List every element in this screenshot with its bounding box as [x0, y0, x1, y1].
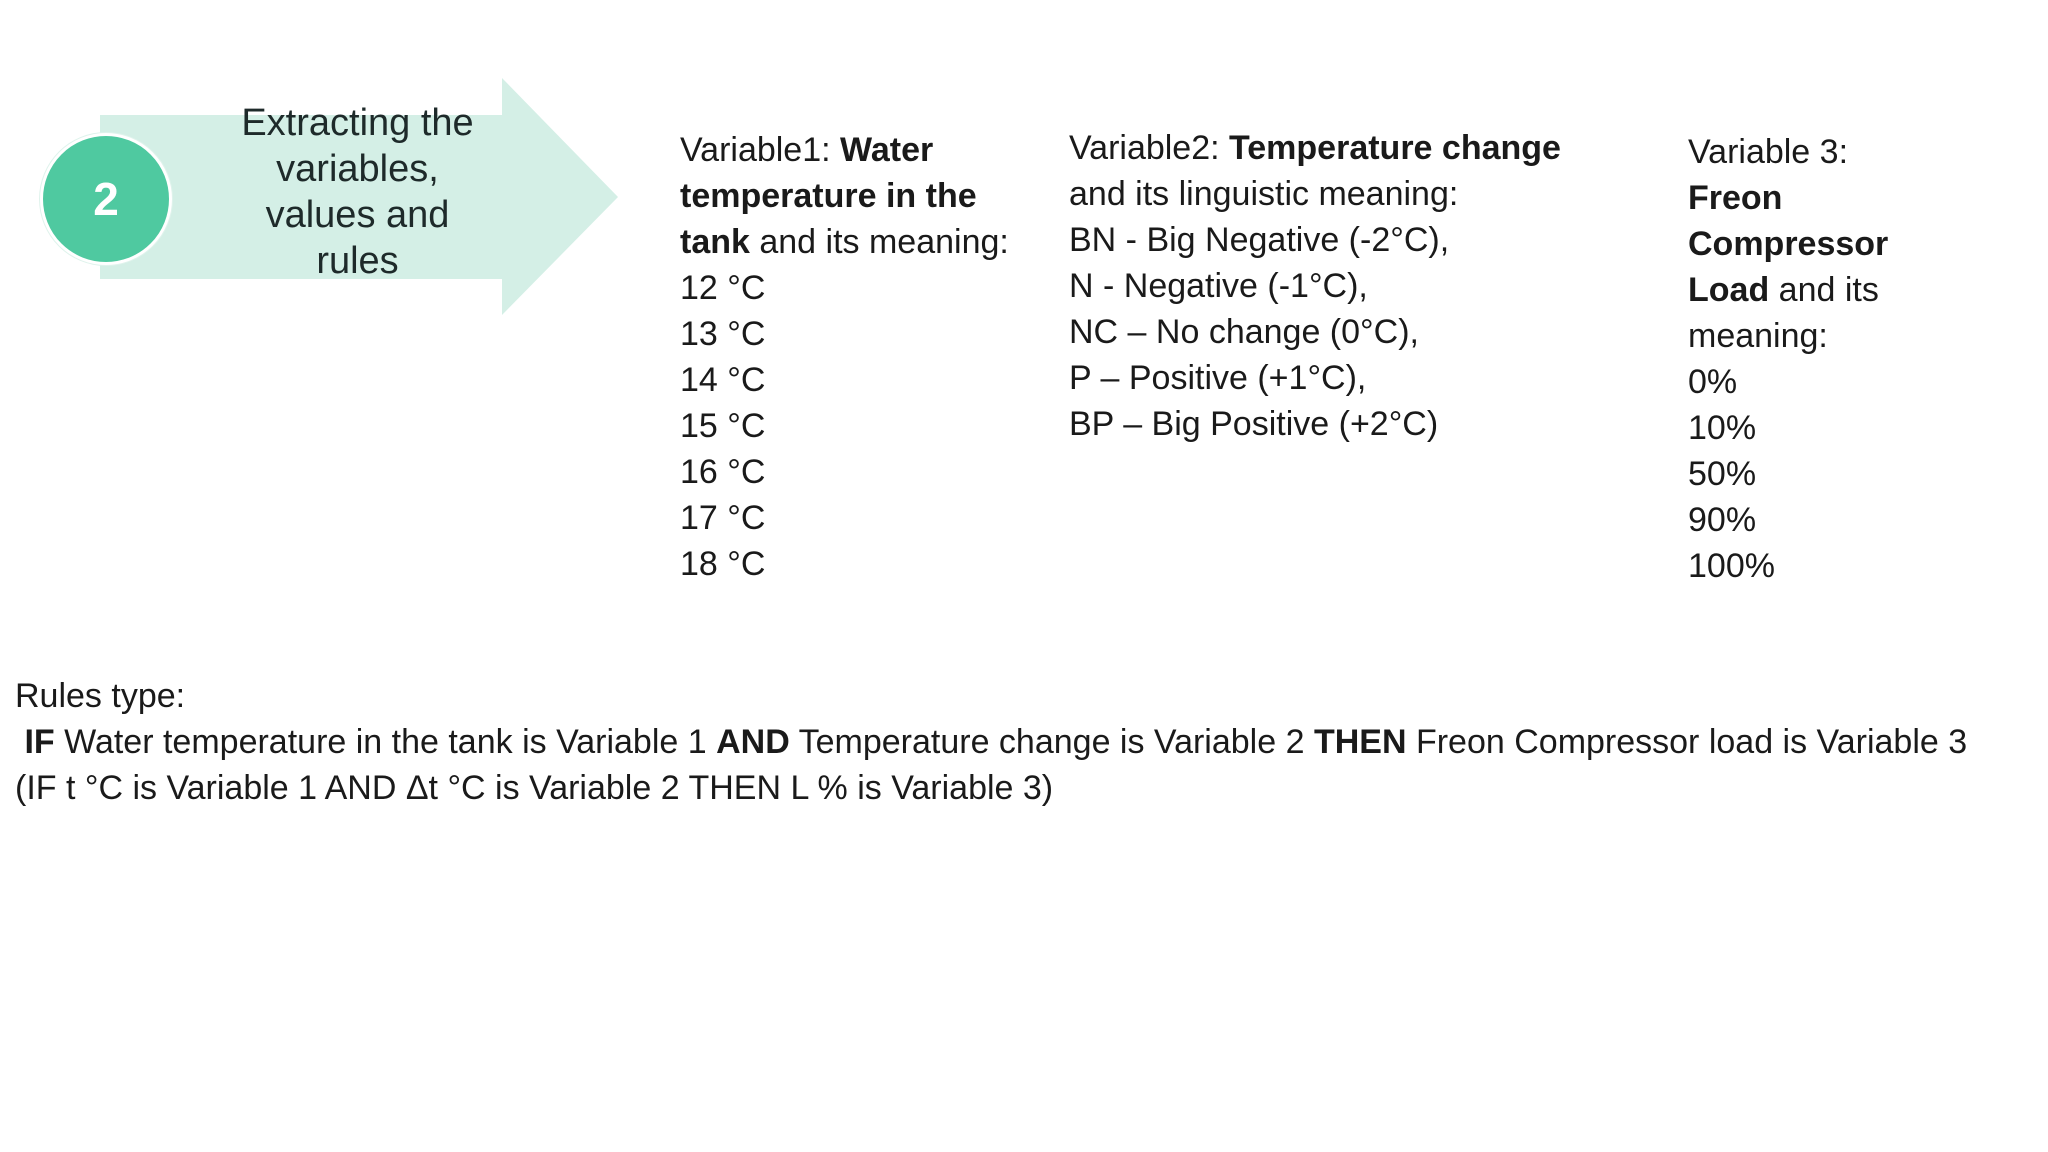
step-label-line: values and — [265, 194, 450, 236]
if-keyword: IF — [24, 723, 55, 761]
step-label-line: Extracting the — [241, 102, 474, 144]
variable2-column — [1069, 125, 1629, 447]
then-keyword: THEN — [1313, 723, 1407, 761]
variable2-value: BP – Big Positive (+2°C) — [1069, 405, 1439, 443]
variable3-title-rest: and its — [1769, 271, 1879, 309]
variable2-value: N - Negative (-1°C), — [1069, 267, 1368, 305]
variable3-column — [1688, 129, 1988, 589]
variable1-value: 14 °C — [680, 361, 766, 399]
rules-formula: (IF t °C is Variable 1 AND Δt °C is Variable 2 THEN L % is Variable 3) — [15, 769, 1054, 807]
variable3-value: 10% — [1688, 409, 1757, 447]
variable1-title-line1 — [680, 127, 1040, 173]
and-keyword: AND — [716, 723, 790, 761]
variable2-prefix: Variable2: — [1069, 129, 1230, 167]
variable3-title-bold: Compressor — [1688, 225, 1889, 263]
variable3-value: 90% — [1688, 501, 1757, 539]
variable3-value: 50% — [1688, 455, 1757, 493]
variable1-title-line2: temperature in the — [680, 177, 977, 215]
variable1-value: 17 °C — [680, 499, 766, 537]
variable1-title-bold: Water — [840, 131, 934, 169]
rules-part: Freon Compressor load is Variable 3 — [1406, 723, 1968, 761]
variable1-value: 12 °C — [680, 269, 766, 307]
variable3-title-bold: Freon — [1688, 179, 1783, 217]
variable3-title-line4 — [1688, 267, 1988, 313]
variable3-title-rest: meaning: — [1688, 317, 1828, 355]
variable1-value: 18 °C — [680, 545, 766, 583]
step-label-line: variables, — [276, 148, 439, 190]
variable2-value: P – Positive (+1°C), — [1069, 359, 1367, 397]
rules-part: Water temperature in the tank is Variable 1 — [54, 723, 717, 761]
variable2-title-line1 — [1069, 125, 1629, 171]
variable3-value: 0% — [1688, 363, 1738, 401]
rules-block — [15, 673, 2040, 811]
rules-statement — [15, 719, 2040, 765]
variable1-column — [680, 127, 1040, 587]
variable1-value: 13 °C — [680, 315, 766, 353]
variable1-title-bold: tank — [680, 223, 750, 261]
variable2-value: BN - Big Negative (-2°C), — [1069, 221, 1450, 259]
variable2-title-rest: and its linguistic meaning: — [1069, 175, 1459, 213]
variable1-value: 15 °C — [680, 407, 766, 445]
variable3-value: 100% — [1688, 547, 1775, 585]
variable2-title-bold: Temperature change — [1229, 129, 1561, 167]
variable1-title-line3 — [680, 219, 1040, 265]
step-label-line: rules — [316, 240, 399, 282]
variable1-prefix: Variable1: — [680, 131, 841, 169]
variable3-title-bold: Load — [1688, 271, 1770, 309]
step-label — [190, 100, 525, 284]
variable2-value: NC – No change (0°C), — [1069, 313, 1419, 351]
variable1-value: 16 °C — [680, 453, 766, 491]
step-number-badge: 2 — [40, 133, 172, 265]
variable3-prefix: Variable 3: — [1688, 133, 1849, 171]
rules-part: Temperature change is Variable 2 — [789, 723, 1314, 761]
variable1-title-rest: and its meaning: — [749, 223, 1009, 261]
rules-heading: Rules type: — [15, 677, 186, 715]
